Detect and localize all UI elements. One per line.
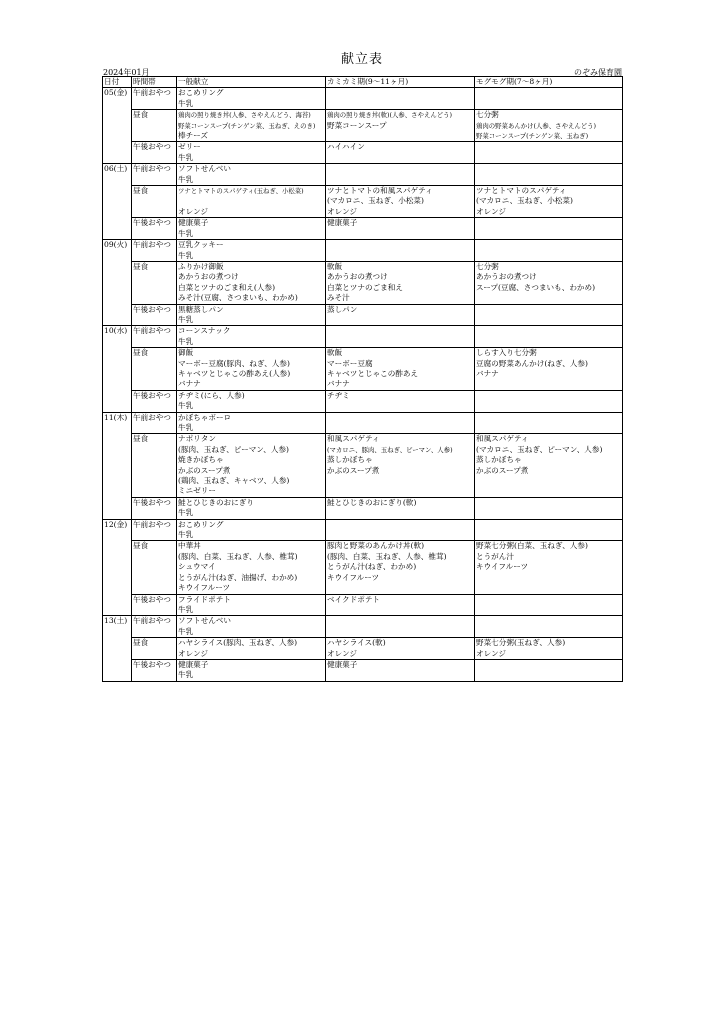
- general-menu-cell: [177, 638, 326, 660]
- menu-item: しらす入り七分粥: [476, 348, 537, 358]
- menu-item: 牛乳: [178, 423, 194, 432]
- mogu-menu-cell: [475, 110, 623, 142]
- general-menu-cell: [177, 348, 326, 391]
- menu-item: みそ汁: [327, 293, 350, 303]
- menu-item: (マカロニ、豚肉、玉ねぎ、ピーマン、人参): [327, 445, 453, 454]
- table-row: [103, 594, 623, 616]
- menu-item: とうがん汁: [476, 551, 514, 561]
- menu-item: おこめリング: [178, 519, 224, 529]
- general-menu-cell: [177, 164, 326, 186]
- menu-item: あかうおの煮つけ: [327, 272, 388, 282]
- menu-item: 白菜とツナのごま和え(人参): [178, 282, 276, 292]
- mogu-menu-cell: [475, 616, 623, 638]
- table-row: [103, 261, 623, 304]
- date-cell: 10(水): [103, 326, 132, 412]
- menu-item: バナナ: [476, 368, 499, 378]
- menu-item: キャベツとじゃこの酢あえ(人参): [178, 368, 291, 378]
- header-date: 日付: [103, 77, 132, 88]
- menu-item: (マカロニ、玉ねぎ、小松菜): [476, 196, 573, 206]
- general-menu-cell: [177, 519, 326, 541]
- kami-menu-cell: [326, 304, 475, 326]
- kami-menu-cell: [326, 390, 475, 412]
- general-menu-cell: [177, 304, 326, 326]
- mogu-menu-cell: [475, 218, 623, 240]
- general-menu-cell: [177, 390, 326, 412]
- menu-item: 牛乳: [178, 508, 194, 518]
- table-row: [103, 164, 623, 186]
- kami-menu-cell: [326, 497, 475, 519]
- kami-menu-cell: [326, 326, 475, 348]
- mogu-menu-cell: [475, 412, 623, 434]
- menu-item: 健康菓子: [327, 218, 358, 228]
- mogu-menu-cell: [475, 541, 623, 594]
- general-menu-cell: [177, 434, 326, 497]
- menu-item: 牛乳: [178, 530, 194, 540]
- table-row: [103, 412, 623, 434]
- menu-item: ゼリー: [178, 142, 201, 152]
- menu-item: 鮭とひじきのおにぎり(軟): [327, 497, 417, 507]
- menu-item: 牛乳: [178, 626, 194, 636]
- kami-menu-cell: [326, 142, 475, 164]
- menu-item: 牛乳: [178, 152, 194, 162]
- kami-menu-cell: [326, 638, 475, 660]
- menu-item: オレンジ: [178, 648, 208, 658]
- slot-cell: 午前おやつ: [132, 164, 177, 186]
- general-menu-cell: [177, 541, 326, 594]
- menu-item: 棒チーズ: [178, 131, 208, 141]
- menu-item: 鶏肉の野菜あんかけ(人参、さやえんどう): [476, 121, 597, 130]
- table-row: [103, 304, 623, 326]
- kami-menu-cell: [326, 348, 475, 391]
- menu-item: 豚肉と野菜のあんかけ丼(軟): [327, 541, 425, 551]
- general-menu-cell: [177, 594, 326, 616]
- general-menu-cell: [177, 497, 326, 519]
- mogu-menu-cell: [475, 88, 623, 110]
- menu-item: 野菜七分粥(玉ねぎ、人参): [476, 638, 566, 648]
- slot-cell: 昼食: [132, 541, 177, 594]
- table-row: [103, 616, 623, 638]
- mogu-menu-cell: [475, 142, 623, 164]
- table-row: [103, 186, 623, 218]
- menu-item: オレンジ: [476, 206, 506, 216]
- header-general: 一般献立: [177, 77, 326, 88]
- date-cell: 06(土): [103, 164, 132, 240]
- menu-item: 野菜コーンスープ: [327, 120, 387, 130]
- mogu-menu-cell: [475, 594, 623, 616]
- table-row: [103, 497, 623, 519]
- date-cell: 11(木): [103, 412, 132, 519]
- menu-item: 鶏肉の照り焼き丼(人参、さやえんどう、海苔): [178, 111, 311, 120]
- menu-item: キウイフルーツ: [178, 583, 231, 593]
- slot-cell: 午後おやつ: [132, 390, 177, 412]
- menu-item: オレンジ: [476, 648, 506, 658]
- slot-cell: 午前おやつ: [132, 616, 177, 638]
- menu-item: オレンジ: [327, 648, 357, 658]
- menu-item: ナポリタン: [178, 434, 216, 444]
- mogu-menu-cell: [475, 519, 623, 541]
- menu-item: (豚肉、白菜、玉ねぎ、人参、椎茸): [178, 551, 298, 561]
- date-cell: 05(金): [103, 88, 132, 164]
- mogu-menu-cell: [475, 261, 623, 304]
- header-mogumogu: モグモグ期(7～8ヶ月): [475, 77, 623, 88]
- menu-item: 豆乳クッキー: [178, 240, 224, 250]
- menu-item: 白菜とツナのごま和え: [327, 282, 403, 292]
- menu-item: おこめリング: [178, 88, 224, 98]
- table-row: [103, 142, 623, 164]
- menu-item: ベイクドポテト: [327, 594, 381, 604]
- menu-item: キウイフルーツ: [476, 562, 529, 572]
- date-cell: 13(土): [103, 616, 132, 681]
- menu-item: スープ(豆腐、さつまいも、わかめ): [476, 282, 596, 292]
- menu-item: ツナとトマトのスパゲティ(玉ねぎ、小松菜): [178, 187, 304, 196]
- general-menu-cell: [177, 261, 326, 304]
- menu-item: かぶのスープ煮: [327, 465, 380, 475]
- menu-item: フライドポテト: [178, 594, 231, 604]
- menu-item: (マカロニ、玉ねぎ、ピーマン、人参): [476, 444, 603, 454]
- menu-item: (豚肉、玉ねぎ、ピーマン、人参): [178, 444, 290, 454]
- slot-cell: 午前おやつ: [132, 240, 177, 262]
- menu-item: 軟飯: [327, 348, 343, 358]
- menu-item: 蒸しかぼちゃ: [476, 455, 522, 465]
- general-menu-cell: [177, 659, 326, 681]
- menu-item: ミニゼリー: [178, 486, 216, 496]
- slot-cell: 昼食: [132, 261, 177, 304]
- menu-item: とうがん汁(ねぎ、油揚げ、わかめ): [178, 572, 298, 582]
- menu-item: ハヤシライス(軟): [327, 638, 386, 648]
- menu-item: ソフトせんべい: [178, 616, 232, 626]
- header-slot: 時間帯: [132, 77, 177, 88]
- menu-item: 中華丼: [178, 541, 201, 551]
- general-menu-cell: [177, 110, 326, 142]
- slot-cell: 午後おやつ: [132, 142, 177, 164]
- slot-cell: 昼食: [132, 638, 177, 660]
- table-row: [103, 218, 623, 240]
- kami-menu-cell: [326, 164, 475, 186]
- general-menu-cell: [177, 218, 326, 240]
- kami-menu-cell: [326, 519, 475, 541]
- table-row: [103, 390, 623, 412]
- kami-menu-cell: [326, 218, 475, 240]
- menu-item: 鶏肉の照り焼き丼(軟)(人参、さやえんどう): [327, 111, 453, 120]
- date-cell: 09(火): [103, 240, 132, 326]
- mogu-menu-cell: [475, 638, 623, 660]
- menu-item: 和風スパゲティ: [476, 434, 529, 444]
- mogu-menu-cell: [475, 304, 623, 326]
- menu-item: ハヤシライス(豚肉、玉ねぎ、人参): [178, 638, 298, 648]
- menu-item: かぶのスープ煮: [178, 465, 231, 475]
- menu-item: 野菜コーンスープ(チンゲン菜、玉ねぎ): [476, 132, 589, 141]
- menu-item: 牛乳: [178, 670, 194, 680]
- menu-body: [103, 88, 623, 681]
- menu-item: 御飯: [178, 348, 194, 358]
- menu-item: とうがん汁(ねぎ、わかめ): [327, 562, 417, 572]
- menu-item: 蒸しパン: [327, 304, 358, 314]
- menu-item: 牛乳: [178, 250, 194, 260]
- kami-menu-cell: [326, 88, 475, 110]
- menu-item: 鮭とひじきのおにぎり: [178, 497, 254, 507]
- menu-item: [178, 196, 324, 206]
- mogu-menu-cell: [475, 434, 623, 497]
- slot-cell: 午後おやつ: [132, 497, 177, 519]
- menu-item: (マカロニ、玉ねぎ、小松菜): [327, 196, 424, 206]
- menu-item: 軟飯: [327, 261, 343, 271]
- menu-item: 健康菓子: [327, 659, 358, 669]
- kami-menu-cell: [326, 412, 475, 434]
- menu-item: ツナとトマトのスパゲティ: [476, 186, 567, 196]
- menu-item: シュウマイ: [178, 562, 216, 572]
- menu-item: ハイハイン: [327, 142, 365, 152]
- general-menu-cell: [177, 616, 326, 638]
- mogu-menu-cell: [475, 326, 623, 348]
- menu-item: チヂミ: [327, 390, 350, 400]
- kami-menu-cell: [326, 261, 475, 304]
- menu-item: 牛乳: [178, 174, 194, 184]
- menu-item: キウイフルーツ: [327, 572, 380, 582]
- table-row: [103, 519, 623, 541]
- menu-item: ソフトせんべい: [178, 164, 232, 174]
- menu-item: 健康菓子: [178, 218, 209, 228]
- menu-item: 野菜七分粥(白菜、玉ねぎ、人参): [476, 541, 588, 551]
- slot-cell: 午後おやつ: [132, 218, 177, 240]
- slot-cell: 午後おやつ: [132, 659, 177, 681]
- kami-menu-cell: [326, 434, 475, 497]
- slot-cell: 昼食: [132, 110, 177, 142]
- menu-item: 和風スパゲティ: [327, 434, 380, 444]
- kami-menu-cell: [326, 541, 475, 594]
- nursery-name: のぞみ保育園: [574, 68, 622, 77]
- table-row: [103, 541, 623, 594]
- menu-item: オレンジ: [178, 206, 208, 216]
- table-row: [103, 326, 623, 348]
- menu-item: 野菜コーンスープ(チンゲン菜、玉ねぎ、えのき): [178, 121, 316, 130]
- kami-menu-cell: [326, 240, 475, 262]
- menu-item: バナナ: [178, 379, 201, 389]
- slot-cell: 午前おやつ: [132, 88, 177, 110]
- menu-item: かぶのスープ煮: [476, 465, 529, 475]
- general-menu-cell: [177, 88, 326, 110]
- menu-item: 牛乳: [178, 98, 194, 108]
- slot-cell: 午後おやつ: [132, 594, 177, 616]
- date-cell: 12(金): [103, 519, 132, 616]
- kami-menu-cell: [326, 594, 475, 616]
- kami-menu-cell: [326, 110, 475, 142]
- slot-cell: 午前おやつ: [132, 412, 177, 434]
- mogu-menu-cell: [475, 164, 623, 186]
- menu-item: 健康菓子: [178, 659, 209, 669]
- menu-item: 黒糖蒸しパン: [178, 304, 224, 314]
- general-menu-cell: [177, 142, 326, 164]
- menu-item: あかうおの煮つけ: [178, 272, 239, 282]
- general-menu-cell: [177, 186, 326, 218]
- mogu-menu-cell: [475, 390, 623, 412]
- table-row: [103, 659, 623, 681]
- year-month: 2024年01月: [103, 68, 150, 77]
- menu-item: ふりかけ御飯: [178, 261, 224, 271]
- general-menu-cell: [177, 240, 326, 262]
- menu-item: あかうおの煮つけ: [476, 272, 537, 282]
- general-menu-cell: [177, 412, 326, 434]
- menu-item: (鶏肉、玉ねぎ、キャベツ、人参): [178, 476, 290, 486]
- menu-item: 焼きかぼちゃ: [178, 455, 224, 465]
- header-row: [103, 77, 623, 88]
- menu-item: マーボー豆腐: [327, 358, 373, 368]
- menu-item: マーボー豆腐(豚肉、ねぎ、人参): [178, 358, 290, 368]
- slot-cell: 昼食: [132, 348, 177, 391]
- menu-item: かぼちゃボーロ: [178, 412, 232, 422]
- general-menu-cell: [177, 326, 326, 348]
- menu-item: コーンスナック: [178, 326, 231, 336]
- page-title: 献立表: [340, 52, 383, 67]
- menu-table: [102, 76, 623, 682]
- table-row: [103, 240, 623, 262]
- menu-item: 牛乳: [178, 401, 194, 411]
- menu-item: 牛乳: [178, 604, 194, 614]
- kami-menu-cell: [326, 659, 475, 681]
- slot-cell: 昼食: [132, 434, 177, 497]
- menu-item: 牛乳: [178, 314, 194, 324]
- header-kamikami: カミカミ期(9～11ヶ月): [326, 77, 475, 88]
- table-row: [103, 434, 623, 497]
- slot-cell: 昼食: [132, 186, 177, 218]
- menu-item: 蒸しかぼちゃ: [327, 455, 373, 465]
- mogu-menu-cell: [475, 497, 623, 519]
- menu-item: みそ汁(豆腐、さつまいも、わかめ): [178, 293, 298, 303]
- menu-item: オレンジ: [327, 206, 357, 216]
- menu-item: キャベツとじゃこの酢あえ: [327, 368, 419, 378]
- table-row: [103, 110, 623, 142]
- table-row: [103, 88, 623, 110]
- mogu-menu-cell: [475, 348, 623, 391]
- mogu-menu-cell: [475, 240, 623, 262]
- menu-item: 牛乳: [178, 336, 194, 346]
- table-row: [103, 638, 623, 660]
- kami-menu-cell: [326, 616, 475, 638]
- menu-item: 七分粥: [476, 261, 499, 271]
- table-row: [103, 348, 623, 391]
- slot-cell: 午前おやつ: [132, 519, 177, 541]
- slot-cell: 午後おやつ: [132, 304, 177, 326]
- menu-item: 牛乳: [178, 228, 194, 238]
- menu-item: バナナ: [327, 379, 350, 389]
- menu-item: チヂミ(にら、人参): [178, 390, 245, 400]
- kami-menu-cell: [326, 186, 475, 218]
- slot-cell: 午前おやつ: [132, 326, 177, 348]
- menu-item: (豚肉、白菜、玉ねぎ、人参、椎茸): [327, 551, 447, 561]
- mogu-menu-cell: [475, 186, 623, 218]
- menu-item: 七分粥: [476, 110, 499, 120]
- mogu-menu-cell: [475, 659, 623, 681]
- menu-item: 豆腐の野菜あんかけ(ねぎ、人参): [476, 358, 588, 368]
- menu-item: ツナとトマトの和風スパゲティ: [327, 186, 433, 196]
